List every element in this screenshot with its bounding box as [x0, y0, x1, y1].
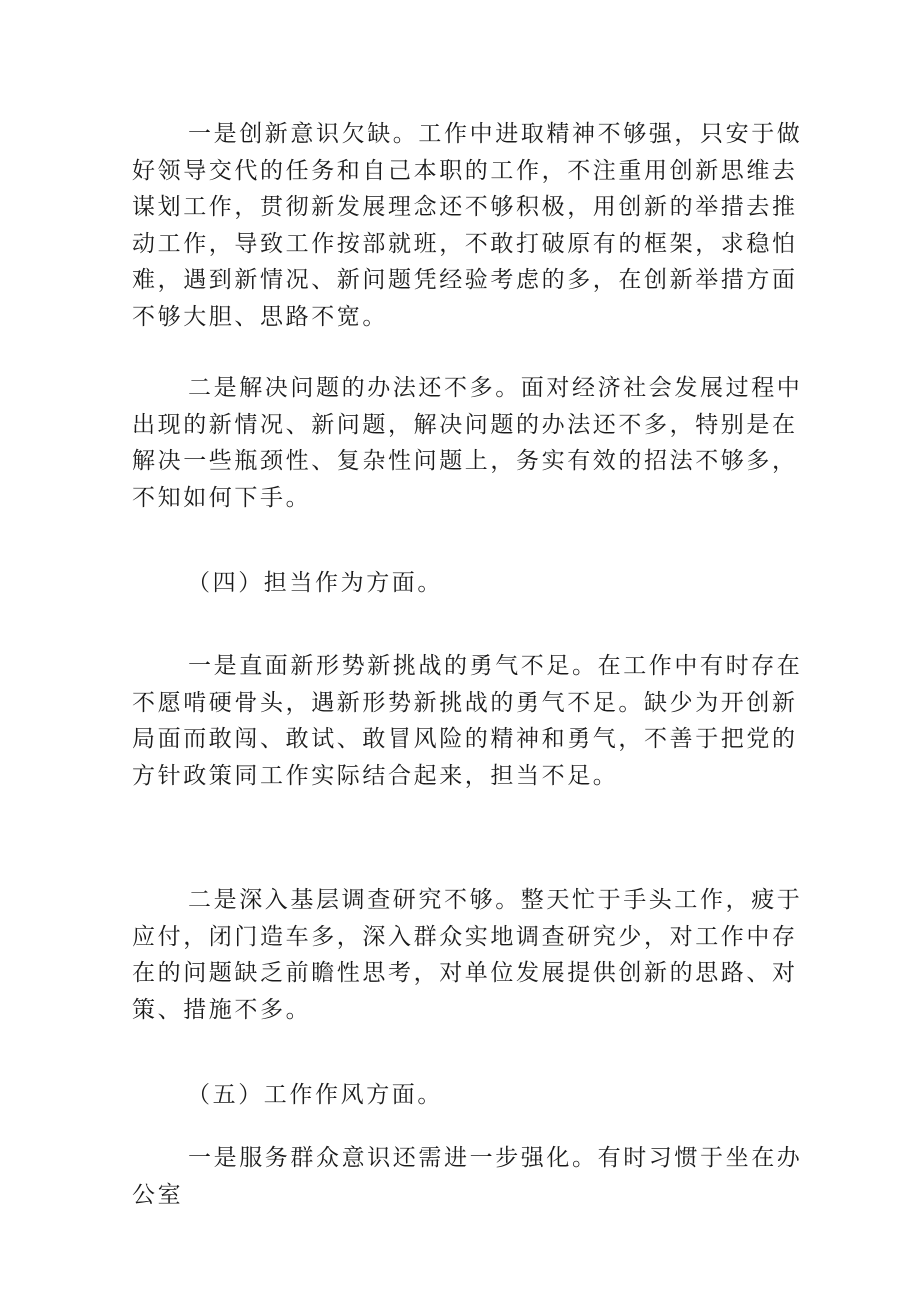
paragraph-problem-solving: 二是解决问题的办法还不多。面对经济社会发展过程中出现的新情况、新问题，解决问题的办法还不多，特别是在解决一些瓶颈性、复杂性问题上，务实有效的招法不够多，不知如何下手。 — [132, 375, 803, 511]
paragraph-service-awareness: 一是服务群众意识还需进一步强化。有时习惯于坐在办公室 — [132, 1145, 803, 1208]
section-heading-work-style: （五）工作作风方面。 — [187, 1082, 443, 1108]
paragraph-innovation-awareness: 一是创新意识欠缺。工作中进取精神不够强，只安于做好领导交代的任务和自己本职的工作，不注重用创新思维去谋划工作，贯彻新发展理念还不够积极，用创新的举措去推动工作，导致工作按部就班，不敢打破原有的框架，求稳怕难，遇到新情况、新问题凭经验考虑的多，在创新举措方面不够大胆、思路不宽。 — [132, 121, 803, 330]
paragraph-grassroots-research: 二是深入基层调查研究不够。整天忙于手头工作，疲于应付，闭门造车多，深入群众实地调查研究少，对工作中存在的问题缺乏前瞻性思考，对单位发展提供创新的思路、对策、措施不多。 — [132, 887, 803, 1023]
paragraph-courage: 一是直面新形势新挑战的勇气不足。在工作中有时存在不愿啃硬骨头，遇新形势新挑战的勇气不足。缺少为开创新局面而敢闯、敢试、敢冒风险的精神和勇气，不善于把党的方针政策同工作实际结合起来，担当不足。 — [132, 653, 803, 789]
section-heading-responsibility: （四）担当作为方面。 — [187, 570, 443, 596]
